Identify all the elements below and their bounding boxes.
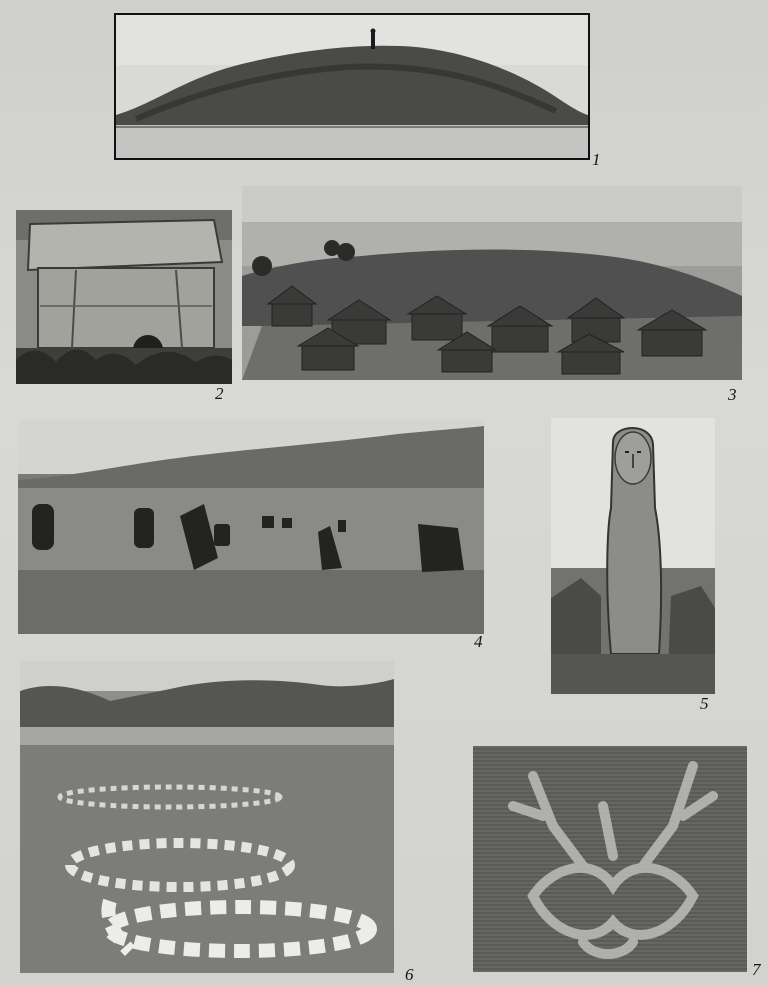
figure-3-number: 3 xyxy=(728,385,737,404)
figure-6-number: 6 xyxy=(405,965,414,984)
figure-2-number: 2 xyxy=(215,384,224,403)
figure-5-stone-stele xyxy=(551,418,715,694)
figure-7-number: 7 xyxy=(752,960,761,979)
figure-7-petroglyph xyxy=(473,746,747,972)
figure-6-stone-circles xyxy=(20,661,394,973)
figure-2-dolmen xyxy=(16,210,232,384)
figure-1-mound xyxy=(114,13,590,160)
figure-3-village xyxy=(242,186,742,380)
figure-5-number: 5 xyxy=(700,694,709,713)
figure-4-standing-stones xyxy=(18,420,484,634)
figure-1-number: 1 xyxy=(592,150,601,169)
figure-4-number: 4 xyxy=(474,632,483,651)
